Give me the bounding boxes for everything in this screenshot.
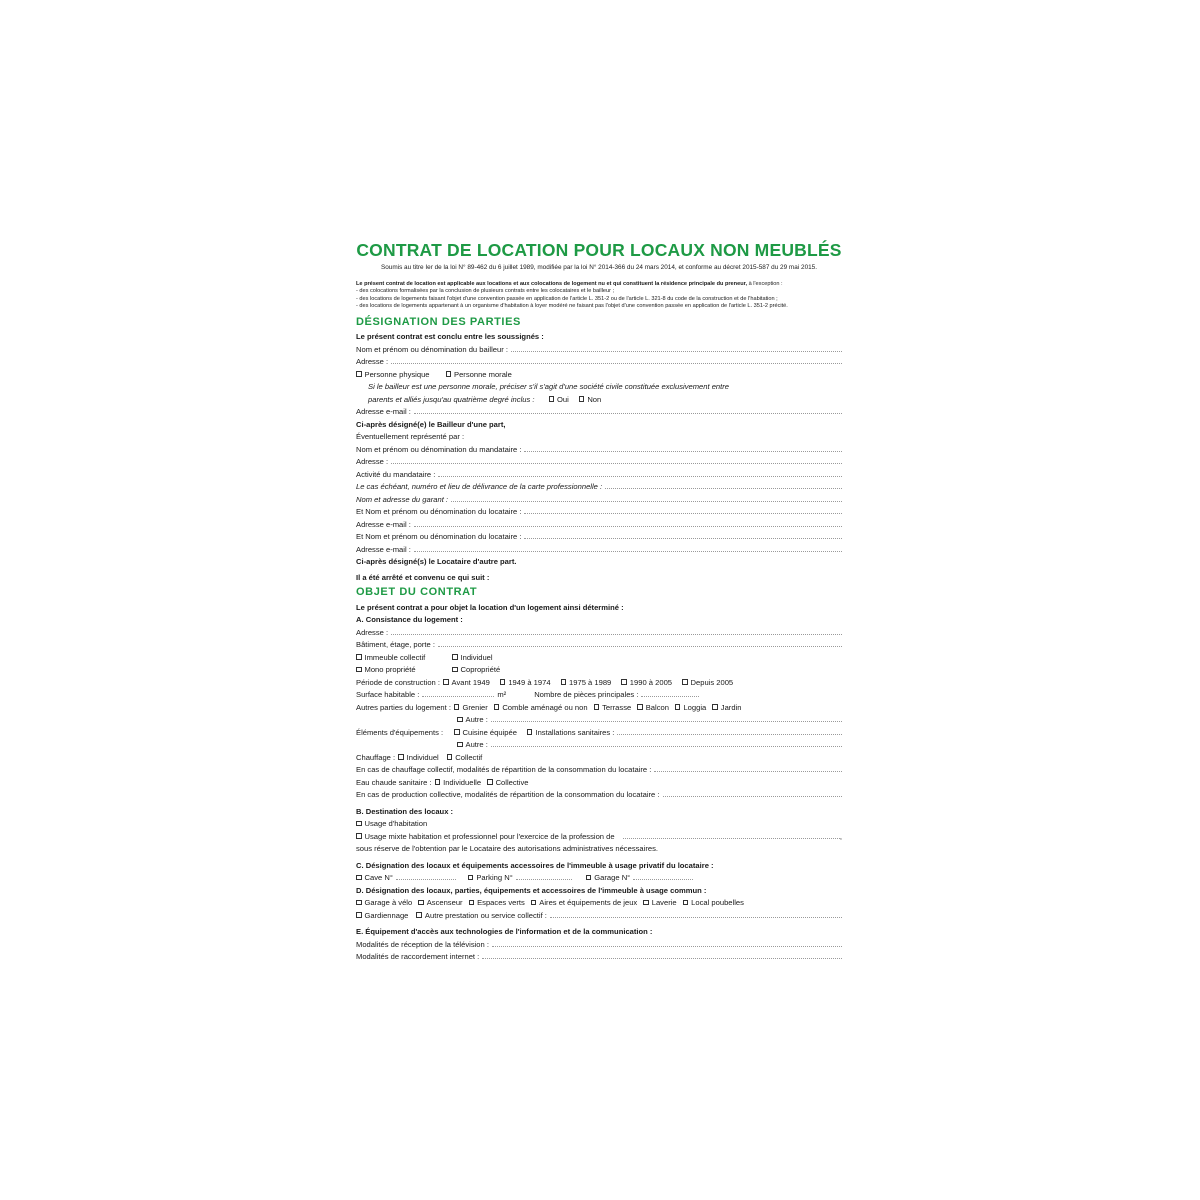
oui-checkbox[interactable] <box>549 396 555 402</box>
represente-row: Éventuellement représenté par : <box>356 432 465 442</box>
locataire1-email-row: Adresse e-mail : <box>356 516 842 529</box>
television-row: Modalités de réception de la télévision : <box>356 936 842 949</box>
personne-morale-checkbox[interactable] <box>446 371 452 377</box>
batiment-field[interactable] <box>438 645 842 647</box>
sanitaires-checkbox[interactable] <box>527 729 533 735</box>
chauffage-modal-row: En cas de chauffage collectif, modalités de répartition de la consommation du locataire : <box>356 762 842 775</box>
locataire1-name-field[interactable] <box>524 512 842 514</box>
bailleur-name-row: Nom et prénom ou dénomination du bailleur : <box>356 341 842 354</box>
locataire-part: Ci-après désigné(s) le Locataire d'autre part. <box>356 557 517 567</box>
autres-parties-row: Autres parties du logement : Grenier Comble aménagé ou non Terrasse Balcon Loggia Jardin <box>356 702 742 712</box>
usage-habitation-row: Usage d'habitation <box>356 816 842 829</box>
logement-address-field[interactable] <box>391 633 842 635</box>
bailleur-part: Ci-après désigné(e) le Bailleur d'une part, <box>356 419 506 429</box>
contract-sheet <box>356 236 842 961</box>
internet-field[interactable] <box>482 957 842 959</box>
intro-line: - des colocations formalisées par la conclusion de plusieurs contrats entre les colocataires et le bailleur ; <box>356 288 615 295</box>
autres-autre-row: Autre : <box>356 712 842 725</box>
eau-modal-field[interactable] <box>663 795 843 797</box>
locataire2-name-row: Et Nom et prénom ou dénomination du locataire : <box>356 529 842 542</box>
section-e-title: E. Équipement d'accès aux technologies de l'information et de la communication : <box>356 927 653 937</box>
reserve-row: sous réserve de l'obtention par le Locataire des autorisations administratives nécessaires. <box>356 844 658 854</box>
chauffage-row: Chauffage : Individuel Collectif <box>356 752 483 762</box>
bailleur-address-row: Adresse : <box>356 354 842 367</box>
usage-mixte-checkbox[interactable] <box>356 833 362 839</box>
intro-bold: Le présent contrat de location est applicable aux locations et aux colocations de logement nu et qui constituent la résidence principale du preneur, <box>356 281 748 287</box>
section-b-title: B. Destination des locaux : <box>356 806 454 816</box>
autre-prestation-field[interactable] <box>550 916 842 918</box>
non-checkbox[interactable] <box>579 396 585 402</box>
section-c-title: C. Désignation des locaux et équipements accessoires de l'immeuble à usage privatif du locataire : <box>356 860 714 870</box>
carte-row: Le cas échéant, numéro et lieu de délivrance de la carte professionnelle : <box>356 479 842 492</box>
individuel-checkbox[interactable] <box>452 654 458 660</box>
note-line-2: parents et alliés jusqu'au quatrième degré inclus : Oui Non <box>368 394 602 404</box>
chauffage-individuel-checkbox[interactable] <box>398 754 404 760</box>
espaces-verts-checkbox[interactable] <box>469 900 475 906</box>
periode-row: Période de construction : Avant 1949 1949 à 1974 1975 à 1989 1990 à 2005 Depuis 2005 <box>356 677 734 687</box>
bailleur-type-row: Personne physique Personne morale <box>356 366 842 379</box>
ascenseur-checkbox[interactable] <box>418 900 424 906</box>
television-field[interactable] <box>492 945 842 947</box>
logement-address-row: Adresse : <box>356 624 842 637</box>
cave-field[interactable] <box>396 878 456 880</box>
copropriete-checkbox[interactable] <box>452 667 458 673</box>
section-a-title: A. Consistance du logement : <box>356 615 463 625</box>
profession-field[interactable] <box>623 837 840 839</box>
locataire2-name-field[interactable] <box>524 537 842 539</box>
loggia-checkbox[interactable] <box>675 704 681 710</box>
privatif-row: Cave N° Parking N° Garage N° <box>356 870 842 883</box>
mono-propriete-checkbox[interactable] <box>356 667 362 673</box>
section-objet-heading: OBJET DU CONTRAT <box>356 586 478 599</box>
mandataire-name-field[interactable] <box>524 450 842 452</box>
autre-checkbox[interactable] <box>457 717 463 723</box>
eau-row: Eau chaude sanitaire : Individuelle Collective <box>356 777 529 787</box>
cave-checkbox[interactable] <box>356 875 362 881</box>
usage-habitation-checkbox[interactable] <box>356 821 362 827</box>
contract-title: CONTRAT DE LOCATION POUR LOCAUX NON MEUBLÉS <box>356 240 842 260</box>
autre-prestation-checkbox[interactable] <box>416 912 422 918</box>
mandataire-activity-row: Activité du mandataire : <box>356 466 842 479</box>
section-d-title: D. Désignation des locaux, parties, équipements et accessoires de l'immeuble à usage commun : <box>356 885 707 895</box>
propriete-row: Mono propriété Copropriété <box>356 662 842 675</box>
gardiennage-checkbox[interactable] <box>356 912 362 918</box>
intro-block <box>356 281 842 311</box>
usage-mixte-row: Usage mixte habitation et professionnel pour l'exercice de la profession de , <box>356 828 842 841</box>
bailleur-email-row: Adresse e-mail : <box>356 404 842 417</box>
immeuble-row: Immeuble collectif Individuel <box>356 649 842 662</box>
garage-velo-checkbox[interactable] <box>356 900 362 906</box>
locataire2-email-row: Adresse e-mail : <box>356 541 842 554</box>
eau-individuelle-checkbox[interactable] <box>435 779 441 785</box>
bailleur-email-field[interactable] <box>414 412 842 414</box>
parking-checkbox[interactable] <box>468 875 474 881</box>
objet-lead: Le présent contrat a pour objet la location d'un logement ainsi déterminé : <box>356 602 624 612</box>
section-parties-heading: DÉSIGNATION DES PARTIES <box>356 315 521 328</box>
locataire1-name-row: Et Nom et prénom ou dénomination du locataire : <box>356 504 842 517</box>
laverie-checkbox[interactable] <box>643 900 649 906</box>
intro-line: - des locations de logements faisant l'objet d'une convention passée en application de l'article L. 351-2 ou de l'article L. 321-8 du code de la construction et de l'habitation ; <box>356 295 778 302</box>
carte-field[interactable] <box>605 487 842 489</box>
pieces-field[interactable] <box>641 695 699 697</box>
contract-subtitle: Soumis au titre Ier de la loi N° 89-462 du 6 juillet 1989, modifiée par la loi N° 2014-366 du 24 mars 2014, et conforme au décret 2015-587 du 29 mai 2015. <box>380 264 818 271</box>
periode-checkbox[interactable] <box>682 679 688 685</box>
convenu-line: Il a été arrêté et convenu ce qui suit : <box>356 573 490 583</box>
bailleur-address-field[interactable] <box>391 362 842 364</box>
note-line-1: Si le bailleur est une personne morale, préciser s'il s'agit d'une société civile constituée exclusivement entre <box>368 382 730 392</box>
batiment-row: Bâtiment, étage, porte : <box>356 637 842 650</box>
sanitaires-field[interactable] <box>617 733 842 735</box>
intro-line: - des locations de logements appartenant à un organisme d'habitation à loyer modéré ne faisant pas l'objet d'une convention passée en application de l'article L. 351-2 précité. <box>356 303 788 310</box>
parties-lead: Le présent contrat est conclu entre les soussignés : <box>356 332 544 342</box>
communs-row: Garage à vélo Ascenseur Espaces verts Aires et équipements de jeux Laverie Local poubelles <box>356 895 842 908</box>
garage-checkbox[interactable] <box>586 875 592 881</box>
garant-field[interactable] <box>451 500 842 502</box>
chauffage-collectif-checkbox[interactable] <box>447 754 453 760</box>
eau-collective-checkbox[interactable] <box>487 779 493 785</box>
periode-checkbox[interactable] <box>621 679 627 685</box>
mandataire-address-field[interactable] <box>391 462 842 464</box>
garant-row: Nom et adresse du garant : <box>356 491 842 504</box>
periode-checkbox[interactable] <box>561 679 567 685</box>
surface-field[interactable] <box>422 695 494 697</box>
locataire2-email-field[interactable] <box>414 550 842 552</box>
autre-parties-field[interactable] <box>491 720 842 722</box>
bailleur-name-field[interactable] <box>511 350 842 352</box>
terrasse-checkbox[interactable] <box>594 704 600 710</box>
gardiennage-row: Gardiennage Autre prestation ou service collectif : <box>356 907 842 920</box>
chauffage-modal-field[interactable] <box>654 770 842 772</box>
intro-rest: à l'exception : <box>747 281 783 287</box>
garage-field[interactable] <box>633 878 693 880</box>
periode-checkbox[interactable] <box>443 679 449 685</box>
equipements-row: Éléments d'équipements : Cuisine équipée Installations sanitaires : <box>356 724 842 737</box>
mandataire-activity-field[interactable] <box>438 475 842 477</box>
locataire1-email-field[interactable] <box>414 525 842 527</box>
equip-autre-row: Autre : <box>356 737 842 750</box>
jardin-checkbox[interactable] <box>712 704 718 710</box>
personne-physique-checkbox[interactable] <box>356 371 362 377</box>
aires-jeux-checkbox[interactable] <box>531 900 537 906</box>
mandataire-address-row: Adresse : <box>356 454 842 467</box>
surface-row: Surface habitable : m² Nombre de pièces principales : <box>356 687 842 700</box>
mandataire-name-row: Nom et prénom ou dénomination du mandataire : <box>356 441 842 454</box>
equip-autre-field[interactable] <box>491 745 842 747</box>
immeuble-collectif-checkbox[interactable] <box>356 654 362 660</box>
cuisine-checkbox[interactable] <box>454 729 460 735</box>
grenier-checkbox[interactable] <box>454 704 460 710</box>
local-poubelles-checkbox[interactable] <box>683 900 689 906</box>
comble-checkbox[interactable] <box>494 704 500 710</box>
periode-checkbox[interactable] <box>500 679 506 685</box>
internet-row: Modalités de raccordement internet : <box>356 949 842 962</box>
parking-field[interactable] <box>516 878 572 880</box>
balcon-checkbox[interactable] <box>637 704 643 710</box>
equip-autre-checkbox[interactable] <box>457 742 463 748</box>
eau-modal-row: En cas de production collective, modalités de répartition de la consommation du locataire : <box>356 787 842 800</box>
